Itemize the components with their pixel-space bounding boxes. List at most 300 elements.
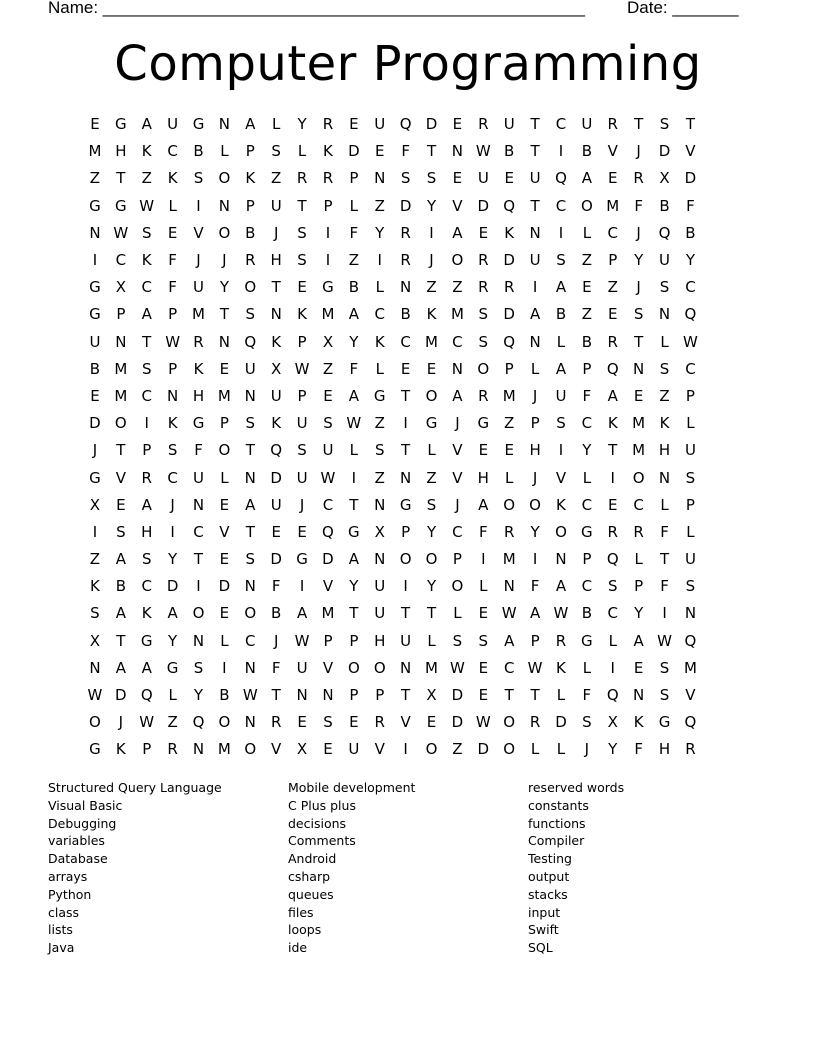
- grid-letter: G: [192, 115, 205, 134]
- date-field-label: Date: _______: [627, 0, 739, 17]
- grid-letter: F: [582, 386, 592, 405]
- grid-letter: T: [659, 550, 670, 569]
- grid-letter: L: [220, 468, 229, 487]
- grid-letter: F: [582, 686, 592, 705]
- word-item: SQL: [528, 940, 553, 956]
- grid-letter: P: [582, 550, 592, 569]
- grid-letter: Q: [503, 332, 516, 351]
- grid-letter: A: [141, 495, 152, 514]
- grid-letter: J: [532, 468, 538, 487]
- grid-letter: Q: [606, 359, 619, 378]
- grid-letter: O: [373, 658, 386, 677]
- grid-letter: V: [452, 196, 463, 215]
- grid-letter: P: [297, 386, 307, 405]
- grid-letter: E: [297, 522, 307, 541]
- grid-letter: D: [451, 713, 464, 732]
- grid-letter: E: [426, 713, 437, 732]
- grid-letter: R: [141, 468, 152, 487]
- grid-letter: U: [89, 332, 101, 351]
- grid-letter: T: [219, 305, 229, 324]
- grid-letter: E: [478, 441, 489, 460]
- grid-letter: R: [555, 631, 567, 650]
- grid-letter: U: [193, 278, 204, 297]
- grid-letter: H: [192, 386, 205, 405]
- grid-letter: Y: [634, 604, 644, 623]
- grid-letter: W: [242, 686, 258, 705]
- grid-letter: N: [658, 305, 671, 324]
- grid-letter: P: [685, 495, 695, 514]
- grid-letter: P: [608, 251, 618, 270]
- grid-letter: C: [167, 468, 178, 487]
- grid-letter: T: [193, 550, 204, 569]
- grid-letter: C: [555, 115, 567, 134]
- grid-letter: E: [219, 550, 230, 569]
- grid-letter: A: [245, 495, 256, 514]
- grid-letter: L: [168, 686, 177, 705]
- grid-letter: F: [660, 577, 669, 596]
- grid-letter: A: [452, 386, 463, 405]
- grid-letter: N: [270, 305, 282, 324]
- grid-letter: I: [610, 468, 615, 487]
- grid-letter: P: [685, 386, 695, 405]
- grid-letter: S: [167, 441, 178, 460]
- grid-row: [82, 138, 732, 165]
- grid-letter: N: [167, 386, 179, 405]
- grid-letter: N: [192, 631, 205, 650]
- grid-letter: O: [451, 251, 464, 270]
- grid-letter: E: [116, 495, 126, 514]
- grid-letter: N: [400, 658, 412, 677]
- word-item: Debugging: [48, 815, 117, 831]
- grid-letter: B: [348, 278, 359, 297]
- grid-letter: S: [659, 115, 670, 134]
- grid-letter: V: [271, 740, 282, 759]
- grid-letter: D: [322, 550, 334, 569]
- grid-letter: A: [555, 577, 567, 596]
- grid-letter: E: [219, 604, 230, 623]
- grid-letter: E: [452, 169, 463, 188]
- grid-letter: A: [167, 604, 178, 623]
- grid-letter: U: [374, 115, 386, 134]
- grid-row: [82, 383, 732, 410]
- grid-letter: K: [193, 359, 204, 378]
- grid-letter: C: [452, 522, 463, 541]
- grid-letter: K: [271, 414, 282, 433]
- grid-letter: L: [556, 740, 566, 759]
- grid-letter: H: [477, 468, 489, 487]
- grid-letter: G: [581, 522, 593, 541]
- grid-letter: H: [658, 441, 671, 460]
- grid-letter: I: [325, 251, 331, 270]
- grid-letter: K: [167, 414, 178, 433]
- grid-letter: O: [244, 604, 257, 623]
- grid-letter: A: [633, 631, 644, 650]
- grid-letter: Z: [348, 251, 359, 270]
- grid-letter: U: [296, 468, 308, 487]
- grid-letter: S: [116, 522, 126, 541]
- word-item: Compiler: [528, 833, 585, 849]
- grid-letter: N: [218, 196, 231, 215]
- grid-letter: I: [558, 142, 564, 161]
- grid-letter: K: [167, 169, 178, 188]
- grid-letter: C: [141, 278, 152, 297]
- grid-letter: M: [425, 332, 438, 351]
- grid-letter: V: [193, 223, 204, 242]
- word-item: constants: [528, 797, 589, 813]
- grid-row: [82, 193, 732, 220]
- grid-letter: F: [271, 658, 281, 677]
- grid-letter: N: [296, 686, 308, 705]
- word-item: csharp: [288, 868, 331, 884]
- grid-letter: E: [271, 522, 281, 541]
- grid-letter: X: [426, 686, 437, 705]
- grid-letter: E: [633, 386, 644, 405]
- grid-letter: Z: [89, 169, 101, 188]
- grid-letter: R: [374, 713, 385, 732]
- grid-letter: G: [322, 278, 334, 297]
- grid-letter: E: [219, 495, 230, 514]
- grid-letter: N: [192, 495, 205, 514]
- grid-letter: B: [271, 604, 282, 623]
- grid-letter: S: [193, 658, 204, 677]
- grid-letter: S: [556, 251, 566, 270]
- grid-letter: N: [192, 740, 205, 759]
- word-item: ide: [288, 940, 308, 956]
- grid-letter: J: [636, 142, 641, 161]
- grid-letter: N: [451, 142, 464, 161]
- grid-letter: L: [427, 631, 436, 650]
- grid-letter: T: [245, 522, 255, 541]
- grid-letter: I: [351, 468, 357, 487]
- grid-letter: U: [244, 359, 256, 378]
- grid-letter: K: [271, 332, 282, 351]
- word-item: Comments: [288, 833, 356, 849]
- grid-letter: N: [633, 359, 645, 378]
- grid-letter: B: [245, 223, 256, 242]
- grid-letter: E: [400, 359, 411, 378]
- grid-letter: J: [222, 251, 227, 270]
- grid-letter: E: [478, 686, 489, 705]
- grid-letter: P: [297, 332, 307, 351]
- word-item: queues: [288, 886, 334, 902]
- grid-letter: N: [89, 223, 101, 242]
- grid-letter: W: [165, 332, 181, 351]
- grid-letter: P: [323, 196, 333, 215]
- grid-letter: A: [348, 550, 359, 569]
- grid-letter: Y: [634, 251, 644, 270]
- grid-letter: X: [607, 713, 618, 732]
- grid-letter: M: [192, 305, 205, 324]
- grid-letter: Y: [608, 740, 618, 759]
- grid-letter: U: [374, 577, 386, 596]
- grid-letter: A: [141, 115, 152, 134]
- grid-letter: O: [218, 223, 231, 242]
- grid-letter: R: [633, 169, 644, 188]
- grid-letter: T: [685, 115, 696, 134]
- grid-letter: L: [349, 196, 359, 215]
- grid-letter: Y: [297, 115, 307, 134]
- grid-letter: O: [477, 359, 490, 378]
- grid-letter: U: [322, 441, 334, 460]
- grid-letter: G: [89, 278, 101, 297]
- grid-letter: T: [271, 686, 281, 705]
- grid-letter: C: [141, 577, 152, 596]
- grid-letter: X: [271, 359, 282, 378]
- grid-letter: D: [477, 196, 490, 215]
- grid-letter: S: [245, 305, 256, 324]
- grid-letter: R: [296, 169, 308, 188]
- grid-letter: C: [245, 631, 256, 650]
- word-item: Python: [48, 886, 92, 902]
- grid-letter: W: [553, 604, 569, 623]
- grid-letter: Y: [219, 278, 229, 297]
- grid-letter: W: [320, 468, 336, 487]
- grid-letter: L: [530, 359, 540, 378]
- grid-letter: R: [607, 332, 618, 351]
- grid-letter: E: [608, 305, 618, 324]
- word-column: [528, 779, 768, 957]
- grid-letter: R: [400, 251, 411, 270]
- grid-letter: W: [87, 686, 103, 705]
- word-item: Visual Basic: [48, 797, 123, 813]
- grid-letter: J: [636, 278, 641, 297]
- grid-letter: R: [167, 740, 178, 759]
- grid-letter: T: [245, 441, 255, 460]
- grid-letter: S: [193, 169, 204, 188]
- grid-letter: T: [116, 631, 126, 650]
- grid-letter: P: [168, 359, 178, 378]
- grid-letter: I: [92, 251, 98, 270]
- grid-letter: S: [141, 223, 152, 242]
- grid-letter: H: [115, 142, 127, 161]
- grid-letter: L: [272, 115, 281, 134]
- word-item: stacks: [528, 886, 568, 902]
- grid-letter: J: [196, 251, 201, 270]
- grid-letter: O: [503, 713, 516, 732]
- grid-letter: O: [399, 550, 412, 569]
- grid-letter: T: [349, 604, 359, 623]
- grid-letter: O: [580, 196, 593, 215]
- grid-letter: L: [660, 495, 669, 514]
- grid-letter: S: [685, 577, 696, 596]
- grid-letter: L: [479, 577, 488, 596]
- grid-letter: A: [296, 604, 308, 623]
- grid-letter: Q: [503, 196, 516, 215]
- grid-letter: M: [321, 604, 335, 623]
- grid-letter: N: [244, 577, 256, 596]
- grid-letter: U: [503, 115, 515, 134]
- grid-letter: B: [581, 332, 593, 351]
- word-item: lists: [48, 922, 73, 938]
- grid-letter: A: [607, 386, 618, 405]
- grid-letter: N: [400, 278, 412, 297]
- grid-letter: V: [374, 740, 385, 759]
- grid-letter: J: [455, 414, 460, 433]
- grid-letter: O: [218, 713, 231, 732]
- grid-letter: Z: [141, 169, 152, 188]
- grid-letter: K: [245, 169, 256, 188]
- grid-letter: C: [581, 577, 593, 596]
- grid-letter: F: [634, 196, 643, 215]
- grid-letter: C: [607, 604, 618, 623]
- grid-letter: D: [218, 577, 231, 596]
- word-item: Java: [48, 940, 75, 956]
- grid-letter: E: [297, 713, 307, 732]
- grid-letter: A: [115, 604, 126, 623]
- grid-letter: V: [322, 658, 334, 677]
- grid-letter: U: [684, 441, 696, 460]
- grid-letter: L: [220, 142, 229, 161]
- grid-letter: T: [401, 386, 411, 405]
- grid-letter: A: [348, 386, 359, 405]
- grid-letter: C: [607, 223, 618, 242]
- grid-letter: K: [633, 713, 644, 732]
- grid-letter: T: [530, 686, 540, 705]
- grid-letter: V: [322, 577, 334, 596]
- grid-letter: G: [115, 115, 127, 134]
- word-item: output: [528, 868, 570, 884]
- grid-letter: L: [556, 686, 566, 705]
- grid-letter: D: [89, 414, 101, 433]
- grid-letter: P: [375, 686, 385, 705]
- grid-letter: S: [426, 169, 437, 188]
- grid-letter: V: [555, 468, 567, 487]
- grid-letter: S: [297, 223, 307, 242]
- grid-letter: O: [632, 468, 645, 487]
- grid-letter: S: [141, 359, 152, 378]
- grid-letter: C: [115, 251, 127, 270]
- grid-letter: F: [168, 251, 177, 270]
- grid-letter: L: [220, 631, 229, 650]
- grid-letter: S: [582, 713, 592, 732]
- grid-letter: S: [323, 414, 333, 433]
- grid-row: [82, 111, 732, 138]
- grid-letter: L: [168, 196, 177, 215]
- grid-letter: Z: [322, 359, 334, 378]
- grid-letter: L: [686, 522, 695, 541]
- grid-letter: A: [555, 359, 567, 378]
- grid-letter: O: [218, 441, 231, 460]
- grid-letter: S: [478, 631, 489, 650]
- word-item: Testing: [528, 851, 572, 867]
- grid-letter: O: [529, 495, 541, 514]
- grid-letter: C: [581, 495, 593, 514]
- grid-letter: S: [478, 305, 489, 324]
- grid-letter: C: [193, 522, 204, 541]
- grid-letter: Y: [375, 223, 385, 242]
- grid-letter: H: [529, 441, 541, 460]
- grid-letter: C: [555, 196, 567, 215]
- word-column: [48, 779, 288, 957]
- grid-letter: D: [555, 713, 567, 732]
- grid-letter: O: [114, 414, 127, 433]
- grid-letter: F: [530, 577, 540, 596]
- grid-letter: L: [634, 550, 643, 569]
- word-item: C Plus plus: [288, 797, 356, 813]
- grid-letter: N: [218, 332, 231, 351]
- grid-letter: T: [504, 686, 514, 705]
- grid-letter: W: [139, 196, 155, 215]
- grid-letter: Y: [349, 332, 359, 351]
- grid-row: [82, 301, 732, 328]
- grid-letter: I: [377, 251, 382, 270]
- letter-grid: [82, 111, 732, 764]
- grid-letter: A: [115, 658, 126, 677]
- word-item: Android: [288, 851, 337, 867]
- grid-letter: D: [503, 305, 515, 324]
- grid-letter: N: [218, 115, 231, 134]
- grid-letter: R: [607, 522, 618, 541]
- grid-letter: Z: [426, 468, 437, 487]
- grid-letter: Z: [374, 468, 385, 487]
- grid-letter: J: [92, 441, 98, 460]
- grid-letter: W: [527, 658, 543, 677]
- grid-letter: L: [530, 740, 540, 759]
- grid-letter: U: [296, 658, 308, 677]
- grid-letter: G: [166, 658, 179, 677]
- grid-letter: N: [400, 468, 412, 487]
- grid-letter: Y: [168, 550, 178, 569]
- grid-row: [82, 546, 732, 573]
- grid-letter: Y: [426, 522, 437, 541]
- grid-letter: U: [270, 386, 282, 405]
- grid-letter: Q: [244, 332, 257, 351]
- grid-letter: J: [455, 495, 460, 514]
- word-item: Mobile development: [288, 780, 416, 795]
- grid-letter: E: [452, 115, 463, 134]
- grid-letter: Y: [426, 196, 437, 215]
- grid-letter: R: [478, 115, 489, 134]
- grid-letter: A: [115, 550, 126, 569]
- grid-row: [82, 356, 732, 383]
- grid-letter: G: [115, 196, 127, 215]
- grid-letter: S: [478, 332, 489, 351]
- header-line: [0, 0, 816, 20]
- grid-letter: T: [401, 604, 411, 623]
- grid-row: [82, 437, 732, 464]
- grid-row: [82, 628, 732, 655]
- grid-letter: S: [297, 441, 307, 460]
- grid-letter: W: [475, 713, 491, 732]
- grid-letter: V: [452, 468, 463, 487]
- grid-letter: L: [375, 359, 384, 378]
- grid-letter: C: [374, 305, 385, 324]
- grid-letter: L: [660, 332, 669, 351]
- grid-letter: F: [349, 223, 359, 242]
- grid-letter: E: [633, 658, 644, 677]
- grid-letter: U: [193, 468, 204, 487]
- grid-letter: N: [244, 658, 256, 677]
- grid-letter: W: [294, 359, 310, 378]
- grid-letter: E: [608, 169, 618, 188]
- grid-letter: E: [504, 441, 514, 460]
- grid-letter: M: [217, 740, 231, 759]
- grid-letter: W: [113, 223, 129, 242]
- grid-letter: S: [685, 468, 696, 487]
- grid-letter: I: [403, 740, 408, 759]
- word-item: functions: [528, 815, 586, 831]
- grid-letter: G: [581, 631, 593, 650]
- grid-letter: Q: [270, 441, 283, 460]
- grid-letter: K: [141, 604, 152, 623]
- grid-row: [82, 410, 732, 437]
- grid-letter: Z: [426, 278, 437, 297]
- grid-letter: U: [529, 169, 541, 188]
- grid-letter: W: [449, 658, 465, 677]
- grid-letter: C: [167, 142, 178, 161]
- grid-letter: S: [607, 577, 618, 596]
- grid-letter: T: [634, 332, 644, 351]
